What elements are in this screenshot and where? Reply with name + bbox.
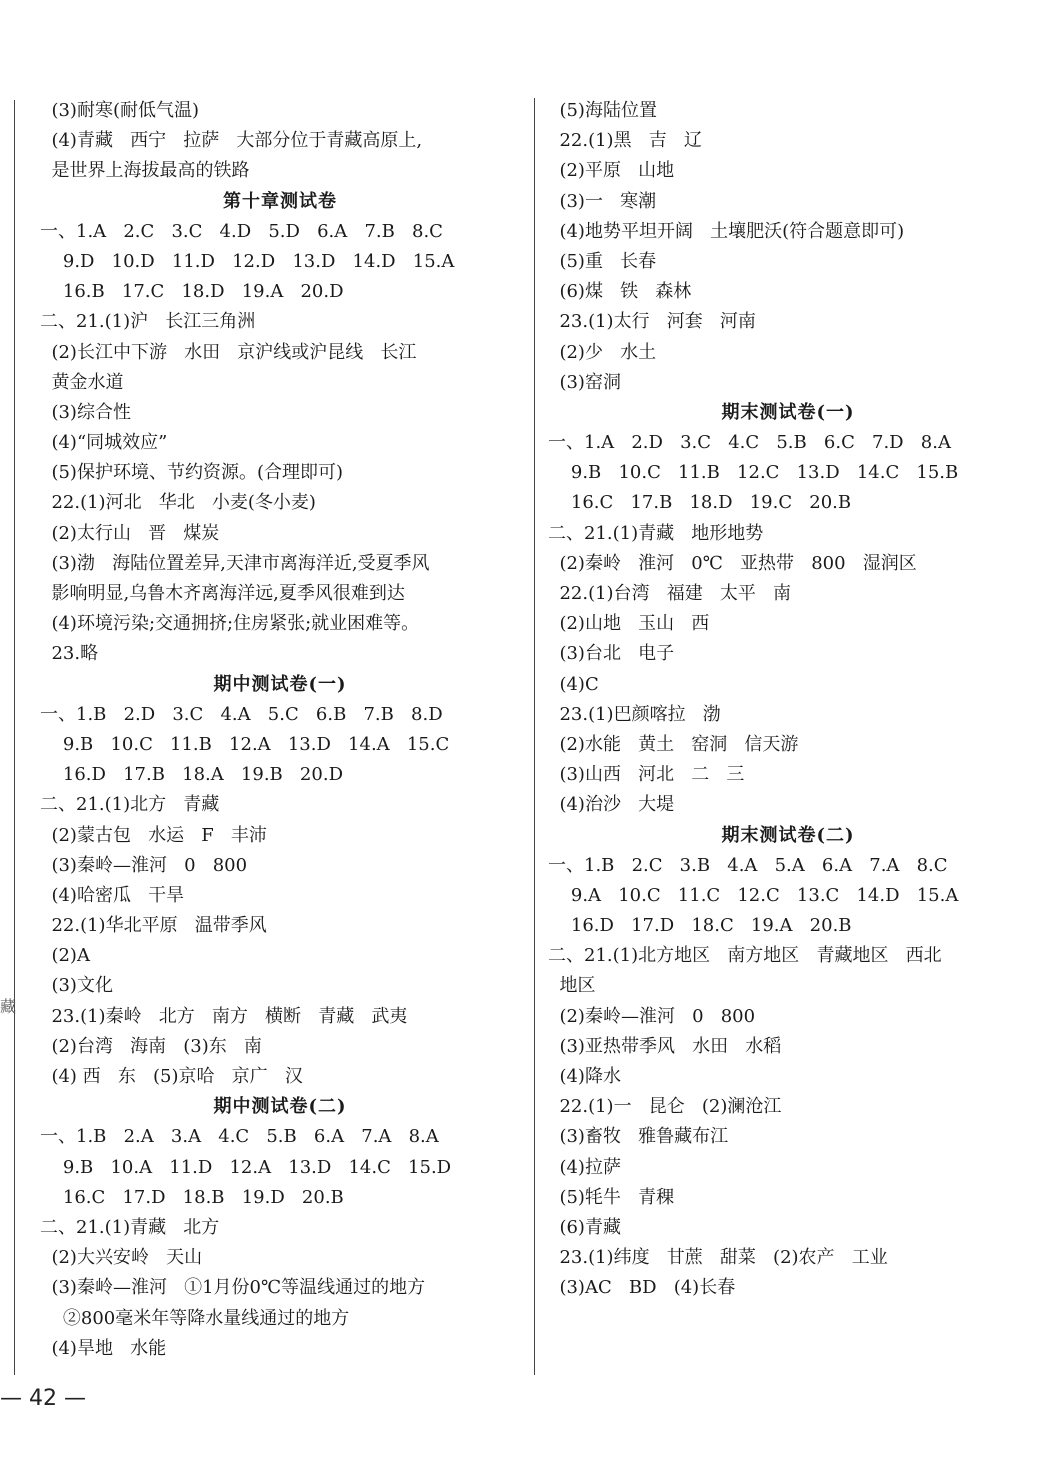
answer-line: (3)秦岭—淮河 0 800	[40, 854, 248, 876]
answer-line: 一、1.B 2.A 3.A 4.C 5.B 6.A 7.A 8.A	[40, 1126, 439, 1148]
answer-line: 23.(1)巴颜喀拉 渤	[548, 703, 721, 725]
answer-line: (4)拉萨	[548, 1156, 621, 1178]
answer-line: 22.(1)河北 华北 小麦(冬小麦)	[40, 492, 316, 514]
answer-line: 黄金水道	[40, 371, 124, 393]
answer-line: 一、1.A 2.D 3.C 4.C 5.B 6.C 7.D 8.A	[548, 432, 951, 454]
answer-line: (3)窑洞	[548, 371, 621, 393]
answer-line: (3)渤 海陆位置差异,天津市离海洋近,受夏季风	[40, 552, 430, 574]
answer-line: (2)台湾 海南 (3)东 南	[40, 1035, 262, 1057]
answer-line: (3)一 寒潮	[548, 190, 657, 212]
answer-line: (3)耐寒(耐低气温)	[40, 100, 199, 121]
answer-line: (5)海陆位置	[548, 100, 657, 121]
answer-line: (2)太行山 晋 煤炭	[40, 522, 220, 544]
answer-line: (5)重 长春	[548, 250, 657, 272]
answer-line: 影响明显,乌鲁木齐离海洋远,夏季风很难到达	[40, 583, 405, 604]
answer-line: 23.(1)纬度 甘蔗 甜菜 (2)农产 工业	[548, 1247, 888, 1269]
answer-line: 22.(1)黑 吉 辽	[548, 130, 702, 152]
answer-line: (5)保护环境、节约资源。(合理即可)	[40, 462, 343, 484]
answer-line: 二、21.(1)沪 长江三角洲	[40, 311, 256, 333]
section-title: 期末测试卷(一)	[721, 401, 855, 423]
answer-line: 16.C 17.D 18.B 19.D 20.B	[40, 1186, 344, 1208]
answer-line: 9.B 10.A 11.D 12.A 13.D 14.C 15.D	[40, 1156, 452, 1178]
answer-line: (3)秦岭—淮河 ①1月份0℃等温线通过的地方	[40, 1277, 426, 1299]
answer-line: 16.C 17.B 18.D 19.C 20.B	[548, 492, 852, 514]
answer-line: (2)大兴安岭 天山	[40, 1247, 203, 1269]
answer-line: 22.(1)华北平原 温带季风	[40, 915, 267, 937]
answer-line: (4)C	[548, 673, 599, 695]
answer-line: (6)煤 铁 森林	[548, 281, 692, 303]
answer-line: (2)秦岭—淮河 0 800	[548, 1005, 756, 1027]
right-column	[548, 96, 1028, 1304]
answer-line: (4)青藏 西宁 拉萨 大部分位于青藏高原上,	[40, 130, 423, 152]
answer-line: 二、21.(1)北方地区 南方地区 青藏地区 西北	[548, 945, 942, 967]
answer-line: (2)A	[40, 945, 90, 967]
answer-line: (4) 西 东 (5)京哈 京广 汉	[40, 1066, 303, 1087]
answer-line: (2)平原 山地	[548, 160, 675, 182]
answer-line: (2)秦岭 淮河 0℃ 亚热带 800 湿润区	[548, 552, 917, 574]
margin-fragment: 藏	[0, 997, 17, 1016]
answer-line: 16.D 17.B 18.A 19.B 20.D	[40, 764, 343, 786]
answer-line: (3)综合性	[40, 401, 131, 423]
answer-line: (2)蒙古包 水运 F 丰沛	[40, 824, 267, 846]
answer-line: (3)文化	[40, 975, 113, 997]
answer-line: 二、21.(1)青藏 地形地势	[548, 522, 764, 544]
answer-line: (2)少 水土	[548, 341, 657, 363]
column-divider	[534, 98, 535, 1375]
left-margin-rule	[14, 100, 15, 1375]
section-title: 期中测试卷(一)	[213, 673, 347, 695]
answer-line: (5)牦牛 青稞	[548, 1186, 675, 1208]
answer-line: (3)台北 电子	[548, 643, 675, 665]
answer-line: (2)长江中下游 水田 京沪线或沪昆线 长江	[40, 341, 417, 363]
answer-line: 二、21.(1)青藏 北方	[40, 1216, 220, 1238]
section-title: 期末测试卷(二)	[721, 824, 855, 846]
answer-line: (4)环境污染;交通拥挤;住房紧张;就业困难等。	[40, 613, 420, 635]
answer-line: 一、1.B 2.C 3.B 4.A 5.A 6.A 7.A 8.C	[548, 854, 948, 876]
answer-line: (4)“同城效应”	[40, 432, 168, 454]
answer-line: 地区	[548, 975, 596, 997]
answer-line: ②800毫米年等降水量线通过的地方	[40, 1307, 350, 1329]
answer-line: (4)哈密瓜 干旱	[40, 884, 185, 906]
answer-line: 22.(1)一 昆仑 (2)澜沧江	[548, 1096, 782, 1118]
answer-line: (6)青藏	[548, 1216, 621, 1238]
section-title: 第十章测试卷	[223, 190, 337, 212]
left-column	[40, 96, 520, 1364]
answer-line: 一、1.B 2.D 3.C 4.A 5.C 6.B 7.B 8.D	[40, 703, 443, 725]
answer-line: (3)山西 河北 二 三	[548, 764, 745, 786]
answer-line: (2)水能 黄土 窑洞 信天游	[548, 733, 799, 755]
answer-line: 9.D 10.D 11.D 12.D 13.D 14.D 15.A	[40, 250, 455, 272]
answer-line: 16.B 17.C 18.D 19.A 20.D	[40, 281, 344, 303]
answer-line: (4)旱地 水能	[40, 1337, 167, 1359]
answer-line: 一、1.A 2.C 3.C 4.D 5.D 6.A 7.B 8.C	[40, 220, 443, 242]
answer-line: (3)AC BD (4)长春	[548, 1277, 736, 1299]
page-number: — 42 —	[0, 1386, 86, 1411]
answer-line: 23.略	[40, 643, 99, 665]
answer-line: 是世界上海拔最高的铁路	[40, 160, 250, 182]
answer-line: (2)山地 玉山 西	[548, 613, 710, 635]
answer-line: 23.(1)太行 河套 河南	[548, 311, 756, 333]
answer-line: 二、21.(1)北方 青藏	[40, 794, 220, 816]
answer-line: (4)治沙 大堤	[548, 794, 675, 816]
answer-line: 9.B 10.C 11.B 12.A 13.D 14.A 15.C	[40, 733, 450, 755]
answer-line: 16.D 17.D 18.C 19.A 20.B	[548, 915, 852, 937]
answer-line: (3)亚热带季风 水田 水稻	[548, 1035, 782, 1057]
answer-line: 23.(1)秦岭 北方 南方 横断 青藏 武夷	[40, 1005, 408, 1027]
answer-line: 22.(1)台湾 福建 太平 南	[548, 583, 792, 604]
answer-line: 9.A 10.C 11.C 12.C 13.C 14.D 15.A	[548, 884, 959, 906]
section-title: 期中测试卷(二)	[213, 1096, 347, 1118]
answer-line: (4)地势平坦开阔 土壤肥沃(符合题意即可)	[548, 220, 905, 242]
answer-line: (4)降水	[548, 1066, 621, 1087]
answer-line: (3)畜牧 雅鲁藏布江	[548, 1126, 729, 1148]
answer-line: 9.B 10.C 11.B 12.C 13.D 14.C 15.B	[548, 462, 959, 484]
